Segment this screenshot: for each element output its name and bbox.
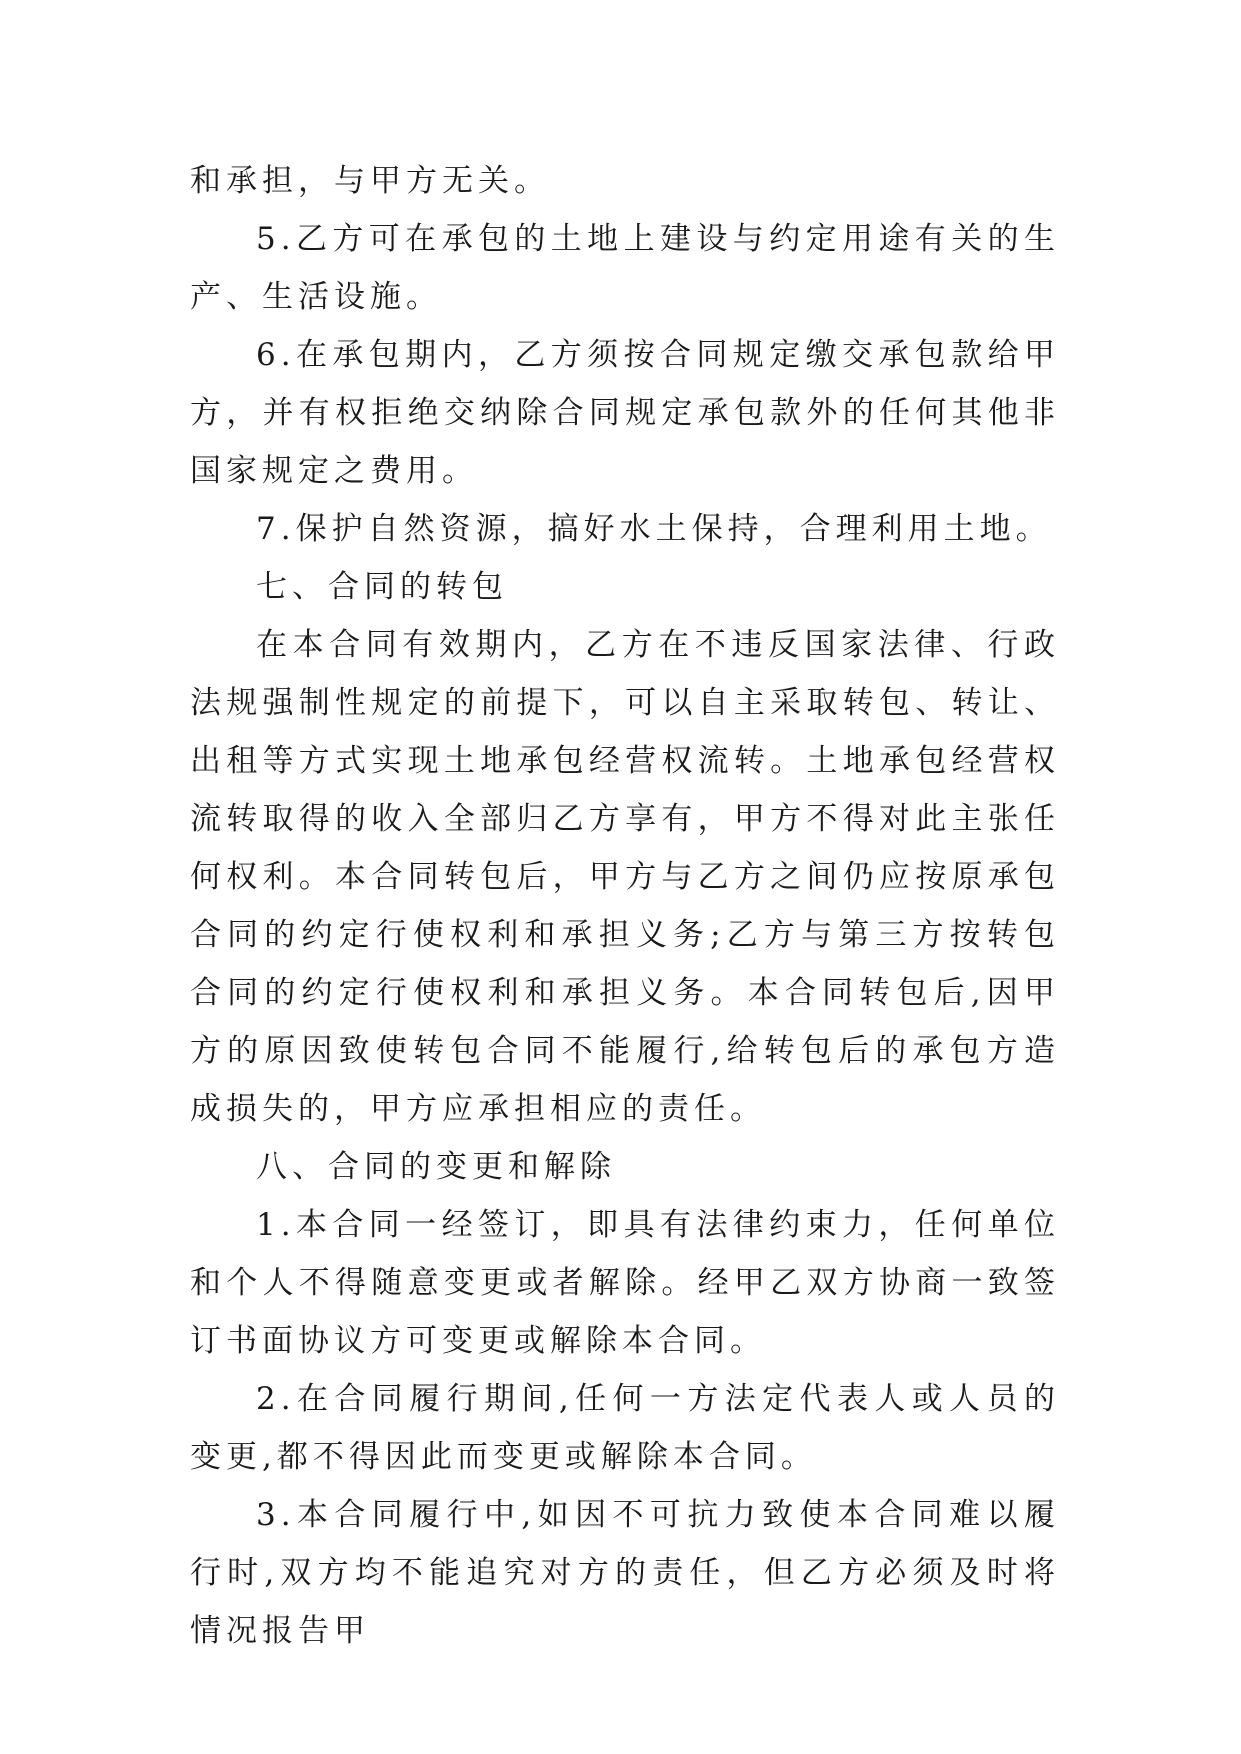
section-heading-8: 八、合同的变更和解除 <box>256 1149 616 1185</box>
paragraph-clause-7: 7.保护自然资源，搞好水土保持，合理利用土地。 <box>256 511 1052 547</box>
paragraph-subcontract: 在本合同有效期内，乙方在不违反国家法律、行政法规强制性规定的前提下，可以自主采取转包、转让、出租等方式实现土地承包经营权流转。土地承包经营权流转取得的收入全部归乙方享有，甲方不得对此主张任何权利。本合同转包后，甲方与乙方之间仍应按原承包合同的约定行使权利和承担义务;乙方与第三方按转包合同的约定行使权利和承担义务。本合同转包后,因甲方的原因致使转包合同不能履行,给转包后的承包方造成损失的，甲方应承担相应的责任。 <box>190 627 1060 1127</box>
paragraph-clause-8-3: 3.本合同履行中,如因不可抗力致使本合同难以履行时,双方均不能追究对方的责任，但乙方必须及时将情况报告甲 <box>190 1497 1060 1649</box>
section-heading-7: 七、合同的转包 <box>256 569 508 605</box>
paragraph-clause-8-2: 2.在合同履行期间,任何一方法定代表人或人员的变更,都不得因此而变更或解除本合同。 <box>190 1381 1060 1475</box>
paragraph-clause-5: 5.乙方可在承包的土地上建设与约定用途有关的生产、生活设施。 <box>190 221 1060 315</box>
paragraph-clause-6: 6.在承包期内，乙方须按合同规定缴交承包款给甲方，并有权拒绝交纳除合同规定承包款外的任何其他非国家规定之费用。 <box>190 337 1060 489</box>
paragraph-clause-8-1: 1.本合同一经签订，即具有法律约束力，任何单位和个人不得随意变更或者解除。经甲乙双方协商一致签订书面协议方可变更或解除本合同。 <box>190 1207 1060 1359</box>
document-body <box>190 152 1060 1660</box>
paragraph-continuation: 和承担，与甲方无关。 <box>190 163 550 199</box>
